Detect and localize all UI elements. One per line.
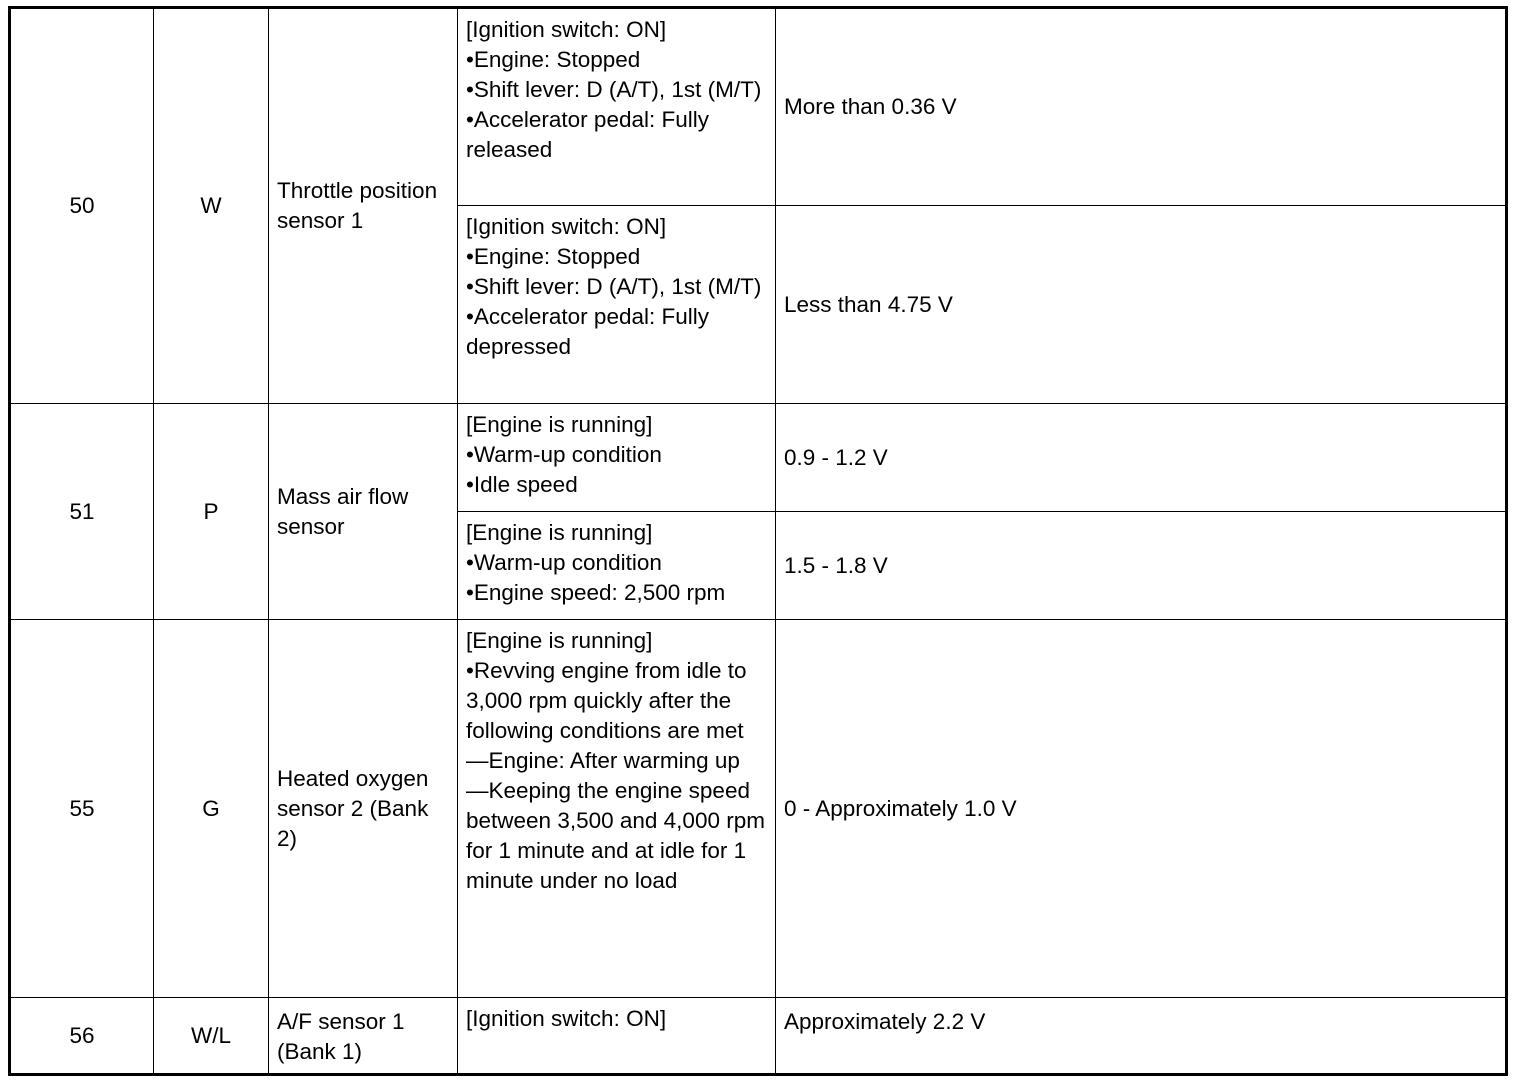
- wire-color: W: [154, 8, 269, 404]
- condition-line: •Shift lever: D (A/T), 1st (M/T): [466, 77, 762, 102]
- condition-line: [Ignition switch: ON]: [466, 1006, 667, 1031]
- table-row: [10, 8, 1507, 206]
- condition-cell: [458, 620, 776, 998]
- condition-line: •Engine: Stopped: [466, 244, 641, 269]
- table-row: [10, 998, 1507, 1075]
- terminal-spec-table: [8, 6, 1508, 1076]
- condition-line: •Accelerator pedal: Fully released: [466, 107, 716, 162]
- data-value: Less than 4.75 V: [776, 206, 1507, 404]
- condition-line: •Warm-up condition: [466, 550, 662, 575]
- item-name: A/F sensor 1 (Bank 1): [269, 998, 458, 1075]
- condition-line: •Engine speed: 2,500 rpm: [466, 580, 726, 605]
- wire-color: W/L: [154, 998, 269, 1075]
- table-row: [10, 404, 1507, 512]
- condition-line: •Engine: Stopped: [466, 47, 641, 72]
- item-name: Mass air flow sensor: [269, 404, 458, 620]
- terminal-number: 50: [10, 8, 154, 404]
- data-value: 1.5 - 1.8 V: [776, 512, 1507, 620]
- condition-line: [Ignition switch: ON]: [466, 17, 667, 42]
- condition-cell: [458, 998, 776, 1075]
- terminal-number: 56: [10, 998, 154, 1075]
- wire-color: G: [154, 620, 269, 998]
- condition-line: •Shift lever: D (A/T), 1st (M/T): [466, 274, 762, 299]
- condition-line: —Keeping the engine speed between 3,500 and 4,000 rpm for 1 minute and at idle for 1 minute under no load: [466, 778, 772, 893]
- condition-cell: [458, 206, 776, 404]
- condition-line: •Warm-up condition: [466, 442, 662, 467]
- item-name: Throttle position sensor 1: [269, 8, 458, 404]
- condition-cell: [458, 8, 776, 206]
- data-value: Approximately 2.2 V: [776, 998, 1507, 1075]
- terminal-number: 55: [10, 620, 154, 998]
- condition-line: •Accelerator pedal: Fully depressed: [466, 304, 716, 359]
- wire-color: P: [154, 404, 269, 620]
- data-value: 0.9 - 1.2 V: [776, 404, 1507, 512]
- data-value: 0 - Approximately 1.0 V: [776, 620, 1507, 998]
- condition-cell: [458, 512, 776, 620]
- item-name: Heated oxygen sensor 2 (Bank 2): [269, 620, 458, 998]
- condition-line: [Engine is running]: [466, 520, 653, 545]
- condition-line: •Revving engine from idle to 3,000 rpm quickly after the following conditions are met: [466, 658, 753, 743]
- condition-cell: [458, 404, 776, 512]
- table-row: [10, 620, 1507, 998]
- data-value: More than 0.36 V: [776, 8, 1507, 206]
- condition-line: —Engine: After warming up: [466, 748, 740, 773]
- condition-line: •Idle speed: [466, 472, 578, 497]
- condition-line: [Ignition switch: ON]: [466, 214, 667, 239]
- terminal-number: 51: [10, 404, 154, 620]
- condition-line: [Engine is running]: [466, 628, 653, 653]
- condition-line: [Engine is running]: [466, 412, 653, 437]
